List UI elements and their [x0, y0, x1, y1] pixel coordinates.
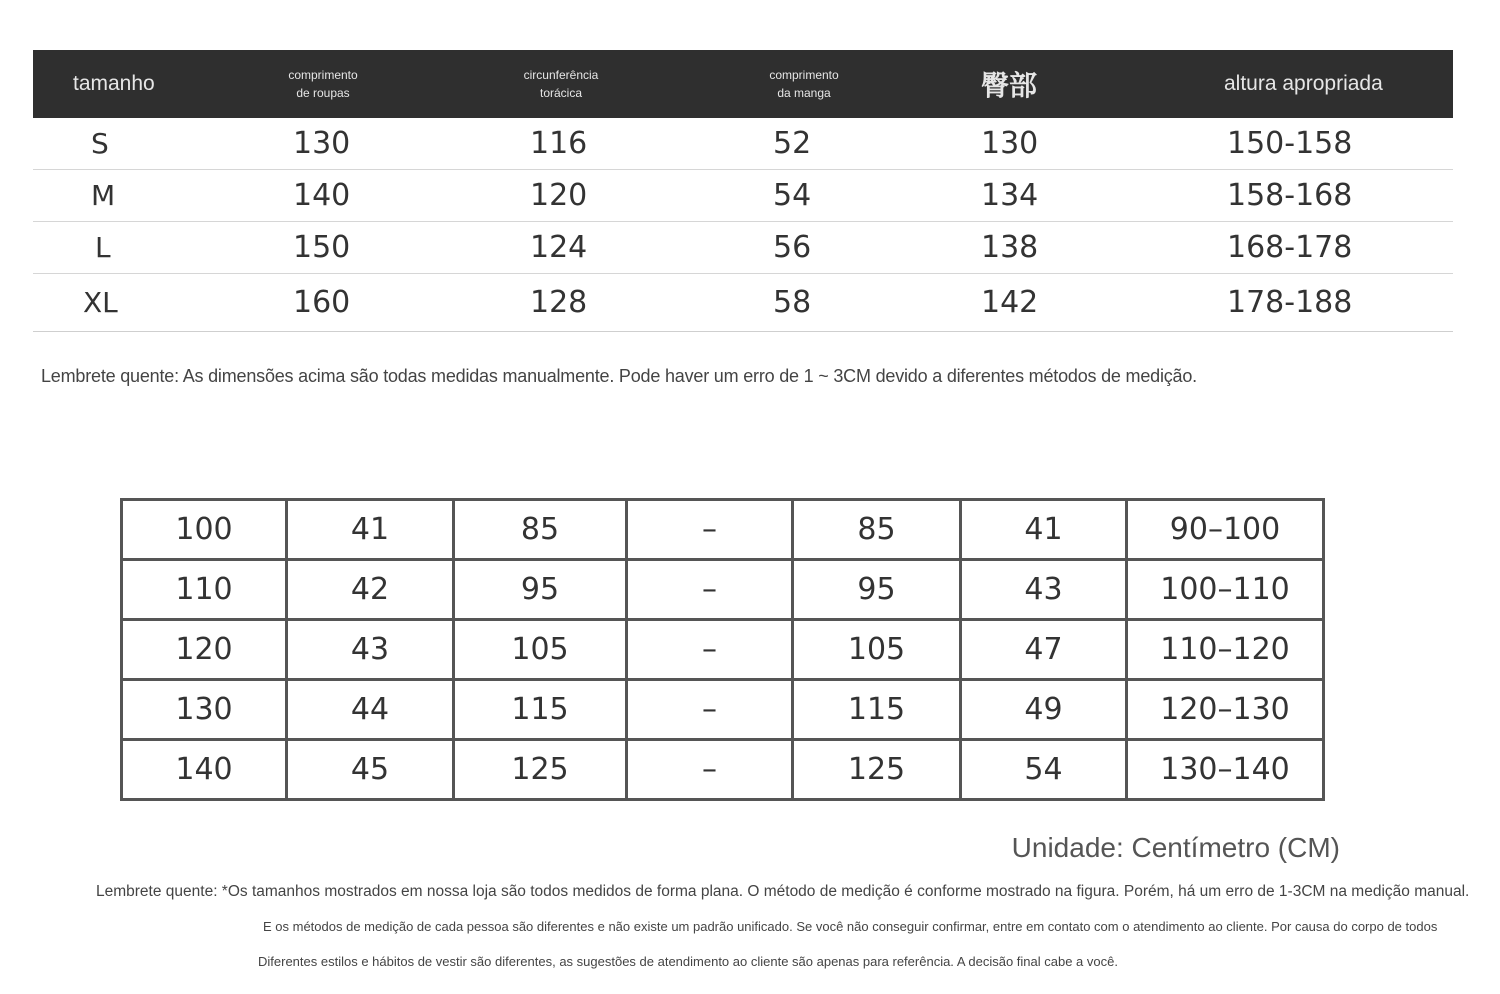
table-cell: 125 — [793, 740, 961, 800]
cell-height: 158-168 — [1227, 178, 1353, 213]
table-cell: 43 — [287, 620, 454, 680]
table-cell: 125 — [454, 740, 627, 800]
table-row — [122, 620, 1324, 680]
disclaimer-line-2: E os métodos de medição de cada pessoa são diferentes e não existe um padrão unificado. Se você não conseguir confirmar, entre em contato com o atendimento ao cliente. Por causa do corpo de todos — [263, 919, 1438, 934]
cell-sleeve: 52 — [773, 126, 812, 161]
cell-size: XL — [83, 286, 118, 319]
table-cell: – — [627, 620, 793, 680]
table-cell: 110–120 — [1127, 620, 1324, 680]
cell-chest: 128 — [530, 285, 588, 320]
cell-hip: 142 — [981, 285, 1039, 320]
table-cell: 85 — [454, 500, 627, 560]
table-cell: 100 — [122, 500, 287, 560]
cell-length: 140 — [293, 178, 351, 213]
table-cell: 95 — [793, 560, 961, 620]
cell-sleeve: 58 — [773, 285, 812, 320]
table-row — [122, 740, 1324, 800]
table-cell: 49 — [961, 680, 1127, 740]
kids-size-table-body — [122, 500, 1324, 800]
table-cell: 115 — [454, 680, 627, 740]
table-row — [122, 560, 1324, 620]
table-cell: – — [627, 560, 793, 620]
size-chart-header — [33, 50, 1453, 118]
cell-chest: 116 — [530, 126, 588, 161]
cell-sleeve: 54 — [773, 178, 812, 213]
table-row — [33, 274, 1453, 332]
table-cell: 115 — [793, 680, 961, 740]
disclaimer-line-3: Diferentes estilos e hábitos de vestir são diferentes, as sugestões de atendimento ao cliente são apenas para referência. A decisão final cabe a você. — [258, 954, 1118, 969]
table-cell: – — [627, 500, 793, 560]
table-row — [33, 118, 1453, 170]
table-cell: 45 — [287, 740, 454, 800]
cell-height: 168-178 — [1227, 230, 1353, 265]
table-row — [122, 680, 1324, 740]
table-cell: 41 — [287, 500, 454, 560]
table-cell: 54 — [961, 740, 1127, 800]
header-height: altura apropriada — [1224, 72, 1383, 95]
table-cell: – — [627, 680, 793, 740]
cell-length: 130 — [293, 126, 351, 161]
kids-size-table — [120, 498, 1325, 801]
table-cell: 85 — [793, 500, 961, 560]
cell-sleeve: 56 — [773, 230, 812, 265]
cell-size: S — [91, 127, 109, 160]
header-chest: circunferência torácica — [523, 68, 599, 100]
table-cell: 41 — [961, 500, 1127, 560]
cell-size: L — [95, 231, 111, 264]
cell-length: 160 — [293, 285, 351, 320]
table-cell: 105 — [454, 620, 627, 680]
table-row — [33, 170, 1453, 222]
table-cell: 130–140 — [1127, 740, 1324, 800]
measurement-note: Lembrete quente: As dimensões acima são todas medidas manualmente. Pode haver um erro de 1 ~ 3CM devido a diferentes métodos de medição. — [41, 366, 1197, 386]
cell-length: 150 — [293, 230, 351, 265]
table-cell: 90–100 — [1127, 500, 1324, 560]
table-cell: 47 — [961, 620, 1127, 680]
table-cell: 43 — [961, 560, 1127, 620]
table-cell: 105 — [793, 620, 961, 680]
table-cell: 120 — [122, 620, 287, 680]
header-size: tamanho — [73, 72, 155, 95]
header-sleeve-length: comprimento da manga — [769, 68, 839, 100]
table-cell: 42 — [287, 560, 454, 620]
table-cell: 120–130 — [1127, 680, 1324, 740]
table-cell: 110 — [122, 560, 287, 620]
table-cell: – — [627, 740, 793, 800]
table-cell: 140 — [122, 740, 287, 800]
table-cell: 44 — [287, 680, 454, 740]
cell-hip: 130 — [981, 126, 1039, 161]
table-row — [33, 222, 1453, 274]
table-cell: 130 — [122, 680, 287, 740]
cell-height: 150-158 — [1227, 126, 1353, 161]
cell-size: M — [91, 179, 116, 212]
cell-hip: 138 — [981, 230, 1039, 265]
cell-chest: 120 — [530, 178, 588, 213]
cell-chest: 124 — [530, 230, 588, 265]
header-hip: 臀部 — [981, 70, 1038, 101]
table-cell: 100–110 — [1127, 560, 1324, 620]
unit-label: Unidade: Centímetro (CM) — [1011, 832, 1340, 863]
disclaimer-line-1: Lembrete quente: *Os tamanhos mostrados em nossa loja são todos medidos de forma plana. O método de medição é conforme mostrado na figura. Porém, há um erro de 1-3CM na medição manual. — [96, 883, 1470, 900]
cell-hip: 134 — [981, 178, 1039, 213]
cell-height: 178-188 — [1227, 285, 1353, 320]
header-clothing-length: comprimento de roupas — [288, 68, 358, 100]
size-chart-table — [33, 50, 1453, 332]
table-cell: 95 — [454, 560, 627, 620]
table-row — [122, 500, 1324, 560]
